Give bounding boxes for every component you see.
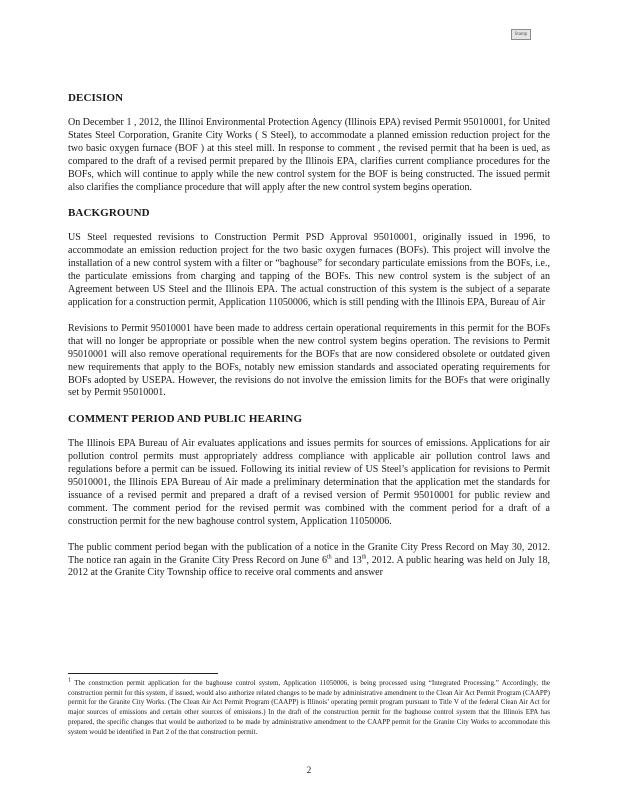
footnote-divider xyxy=(68,673,218,674)
comment-paragraph-2-part-a: The public comment period began with the publication of a notice in the Granite City Press Record on May 30, 2012. The notice ran again in the Granite City Press Record on June 6 xyxy=(68,541,550,566)
document-body xyxy=(68,92,550,593)
footnote xyxy=(68,679,550,737)
comment-paragraph-2 xyxy=(68,542,550,581)
comment-paragraph-2-part-b: and 13 xyxy=(331,554,362,566)
page-number: 2 xyxy=(306,765,312,775)
footnote-text: The construction permit application for the baghouse control system, Application 11050006, is being processed using “Integrated Processing.” Accordingly, the construction permit for this system, if issued, would also authorize related changes to be made by administrative amendment to the Clean Air Act Permit Program (CAAPP) permit for the Granite City Works. (The Clean Air Act Permit Program (CAAPP) is Illinois’ operating permit program pursuant to Title V of the federal Clean Air Act for major sources of emissions and certain other sources of emissions.) In the draft of the construction permit for the baghouse control system that the Illinois EPA has prepared, the specific changes that would be authorized to be made by administrative amendment to the CAAPP permit for the Granite City Works to accommodate this system would be identified in Part 2 of the that construction permit. xyxy=(68,679,550,736)
document-stamp: Stamp xyxy=(511,29,531,40)
heading-background: BACKGROUND xyxy=(68,207,150,220)
heading-comment-period: COMMENT PERIOD AND PUBLIC HEARING xyxy=(68,413,303,426)
footnote-marker: 1 xyxy=(68,677,71,684)
comment-paragraph-2-part-c: , 2012. A public hearing was held on July 18, 2012 at the Granite City Township office to receive oral comments and answer xyxy=(68,554,550,579)
decision-paragraph-1: On December 1 , 2012, the Illinoi Environmental Protection Agency (Illinois EPA) revised Permit 95010001, for United States Steel Corporation, Granite City Works ( S Steel), to accommodate a planned emission reduction project for the two basic oxygen furnace (BOF ) at this steel mill. In response to comment , the revised permit that ha been is ued, as compared to the draft of a revised permit prepared by the Illinois EPA, clarifies current compliance procedures for the BOFs, which will continue to apply while the new control system for the BOF is being constructed. The issued permit also clarifies the compliance procedure that will apply after the new control system begins operation. xyxy=(68,117,550,193)
ordinal-suffix: th xyxy=(326,554,332,561)
comment-paragraph-1: The Illinois EPA Bureau of Air evaluates applications and issues permits for sources of emissions. Applications for air pollution control permits must appropriately address compliance with applicable air pollution control laws and regulations before a permit can be issued. Following its initial review of US Steel’s application for revisions to Permit 95010001, the Illinois EPA Bureau of Air made a preliminary determination that the application met the standards for issuance of a revised permit and prepared a draft of a revised version of Permit 95010001 for public review and comment. The comment period for the revised permit was combined with the comment period for a draft of a construction permit for the new baghouse control system, Application 11050006. xyxy=(68,438,550,527)
background-paragraph-2: Revisions to Permit 95010001 have been made to address certain operational requirements in this permit for the BOFs that will no longer be appropriate or possible when the new control system begins operation. The revisions to Permit 95010001 will also remove operational requirements for the BOFs that are now considered obsolete or outdated given new requirements that apply to the BOFs, notably new emission standards and associated operating requirements for BOFs adopted by USEPA. However, the revisions do not involve the emission limits for the BOFs that were originally set by Permit 95010001. xyxy=(68,322,550,399)
background-paragraph-1: US Steel requested revisions to Construction Permit PSD Approval 95010001, originally issued in 1996, to accommodate an emission reduction project for the two basic oxygen furnaces (BOFs). This project will involve the installation of a new control system with a filter or “baghouse” for secondary particulate emissions from the BOFs, i.e., the particulate emissions from charging and tapping of the BOFs. This new control system is the subject of an Agreement between US Steel and the Illinois EPA. The actual construction of this system is the subject of a separate application for a construction permit, Application 11050006, which is still pending with the Illinois EPA, Bureau of Air xyxy=(68,232,550,308)
ordinal-suffix: th xyxy=(361,554,367,561)
heading-decision: DECISION xyxy=(68,92,124,104)
